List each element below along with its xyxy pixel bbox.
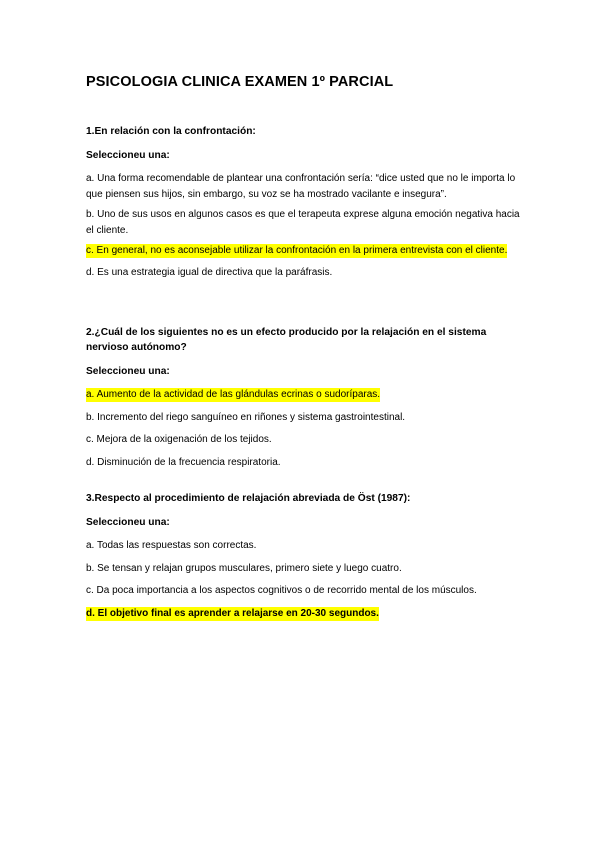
- question-3: [86, 491, 526, 621]
- question-2-option-d: d. Disminución de la frecuencia respiratoria.: [86, 456, 281, 468]
- question-1-option-c: [86, 243, 526, 259]
- question-2-option-c: c. Mejora de la oxigenación de los tejidos.: [86, 434, 272, 445]
- question-2-option-b: b. Incremento del riego sanguíneo en riñones y sistema gastrointestinal.: [86, 411, 406, 423]
- question-3-number: 3.: [86, 493, 95, 504]
- question-1-option-b: b. Uno de sus usos en algunos casos es que el terapeuta exprese alguna emoción negativa hacia el cliente.: [86, 209, 520, 236]
- question-3-option-d-highlight: d. El objetivo final es aprender a relajarse en 20-30 segundos.: [86, 607, 379, 619]
- question-2-text: [86, 325, 526, 355]
- question-3-prompt: Respecto al procedimiento de relajación abreviada de Öst (1987):: [94, 493, 411, 504]
- question-1-text: [86, 124, 526, 139]
- question-2-option-a: [86, 387, 526, 403]
- question-2-select-label: Seleccioneu una:: [86, 366, 170, 377]
- question-1-option-d: d. Es una estrategia igual de directiva que la paráfrasis.: [86, 266, 333, 278]
- question-3-option-a: a. Todas las respuestas son correctas.: [86, 540, 257, 551]
- question-1: [86, 124, 526, 280]
- question-2-number: 2.: [86, 327, 95, 338]
- question-2-prompt: ¿Cuál de los siguientes no es un efecto producido por la relajación en el sistema nervioso autónomo?: [86, 327, 487, 353]
- question-3-option-c: c. Da poca importancia a los aspectos cognitivos o de recorrido mental de los músculos.: [86, 585, 477, 596]
- question-1-prompt: En relación con la confrontación:: [94, 126, 256, 137]
- question-2: [86, 325, 526, 470]
- question-2-option-a-highlight: a. Aumento de la actividad de las glándulas ecrinas o sudoríparas.: [86, 389, 381, 400]
- question-1-select-label: Seleccioneu una:: [86, 150, 170, 161]
- question-3-option-b: b. Se tensan y relajan grupos musculares, primero siete y luego cuatro.: [86, 562, 402, 574]
- document-title: PSICOLOGIA CLINICA EXAMEN 1º PARCIAL: [86, 74, 394, 90]
- question-1-option-a: a. Una forma recomendable de plantear una confrontación sería: “dice usted que no le importa lo que piensen sus hijos, sin embargo, su voz se ha mostrado vacilante e insegura”.: [86, 173, 516, 200]
- question-3-text: [86, 491, 526, 506]
- question-3-select-label: Seleccioneu una:: [86, 517, 170, 528]
- question-1-number: 1.: [86, 126, 95, 137]
- question-3-option-d: [86, 606, 526, 622]
- question-1-option-c-highlight: c. En general, no es aconsejable utilizar la confrontación en la primera entrevista con el cliente.: [86, 245, 508, 256]
